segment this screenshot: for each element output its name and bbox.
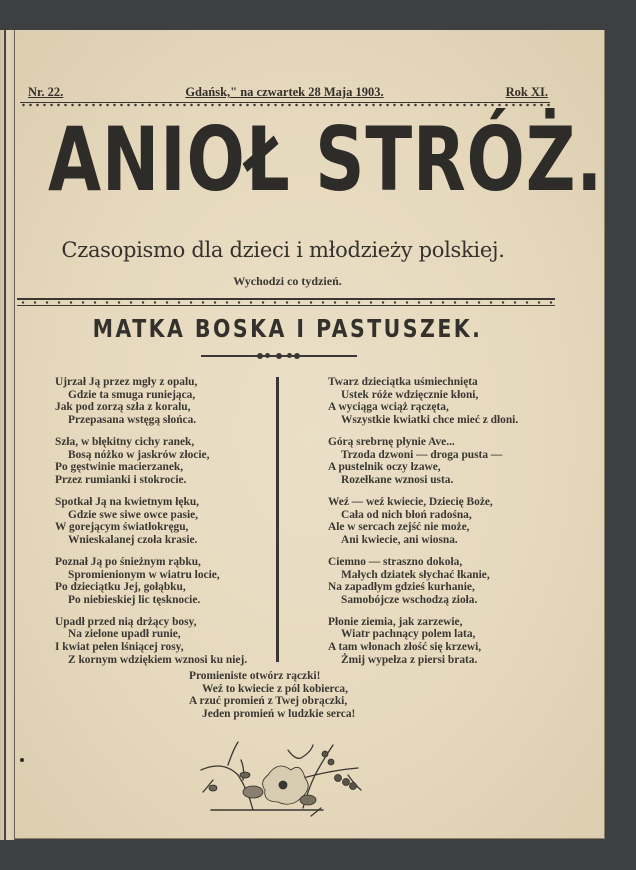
verse: Jeden promień w ludzkie serca!: [202, 707, 356, 720]
issue-number: Nr. 22.: [28, 85, 64, 99]
poem-column-left: [55, 376, 295, 676]
verse: Cała od nich błoń radośna,: [341, 508, 472, 521]
verse: Weź — weź kwiecie, Dziecię Boże,: [328, 495, 493, 508]
verse: Gdzie ta smuga runiejąca,: [68, 388, 196, 401]
stanza: [55, 436, 295, 486]
verse: Twarz dzieciątka uśmiechnięta: [328, 376, 478, 388]
dateline: Gdańsk," na czwartek 28 Maja 1903.: [185, 85, 384, 99]
verse: Przez rumianki i stokrocie.: [55, 473, 187, 486]
ink-speck: [20, 758, 24, 762]
verse: Ujrzał Ją przez mgły z opalu,: [55, 376, 198, 388]
verse: Szła, w błękitny cichy ranek,: [55, 435, 195, 448]
verse: Spromienionym w wiatru locie,: [68, 568, 220, 581]
header-divider: [17, 298, 555, 306]
poem-column-right: [328, 376, 568, 676]
newspaper-title: ANIOŁ STRÓŻ.: [48, 108, 604, 211]
verse: A tam włonach złość się krzewi,: [328, 641, 482, 654]
rule-ornament-icon: [201, 353, 357, 359]
verse: Wnieskalanej czoła krasie.: [68, 533, 198, 546]
verse: Małych dziatek słychać łkanie,: [341, 568, 490, 581]
verse: Po niebieskiej lic tęsknocie.: [68, 593, 201, 606]
stanza: [55, 556, 295, 606]
verse: Ustek róże wdzięcznie kłoni,: [341, 388, 479, 401]
verse: Rozełkane wznosi usta.: [341, 473, 454, 486]
verse: Po gęstwinie macierzanek,: [55, 461, 184, 474]
stanza: [328, 616, 568, 666]
verse: Po dzieciątku Jej, gołąbku,: [55, 581, 186, 594]
volume: Rok XI.: [505, 85, 548, 99]
verse: Na zapadłym gdzieś kurhanie,: [328, 581, 475, 594]
stanza: [328, 556, 568, 606]
masthead-rule: [20, 102, 550, 107]
verse: A rzuć promień z Twej obrączki,: [189, 695, 348, 708]
newspaper-subtitle: Czasopismo dla dzieci i młodzieży polskiej.: [61, 238, 505, 262]
verse: Wszystkie kwiatki chce mieć z dłoni.: [341, 413, 519, 426]
verse: Upadł przed nią drżący bosy,: [55, 615, 197, 628]
verse: Płonie ziemia, jak zarzewie,: [328, 615, 463, 628]
stanza: [55, 376, 295, 426]
column-divider: [276, 377, 279, 662]
verse: Ciemno — straszno dokoła,: [328, 555, 463, 568]
stanza: [328, 436, 568, 486]
stanza: [55, 496, 295, 546]
verse: A wyciąga wciąż rączęta,: [328, 401, 449, 414]
verse: Samobójcze wschodzą zioła.: [341, 593, 478, 606]
verse: Trzoda dzwoni — droga pusta —: [341, 448, 503, 461]
verse: Ani kwiecie, ani wiosna.: [341, 533, 458, 546]
verse: Przepasana wstęgą słońca.: [68, 413, 197, 426]
verse: Weź to kwiecie z pól kobierca,: [202, 682, 348, 695]
adjacent-page-edge: [0, 30, 15, 840]
verse: Poznał Ją po śnieżnym rąbku,: [55, 555, 201, 568]
verse: Bosą nóżko w jaskrów złocie,: [68, 448, 210, 461]
verse: Jak pod zorzą szła z koralu,: [55, 401, 191, 414]
publication-frequency: Wychodzi co tydzień.: [233, 274, 342, 288]
verse: A pustelnik oczy łzawe,: [328, 461, 441, 474]
stanza: [328, 496, 568, 546]
verse: W gorejącym światłokręgu,: [55, 521, 189, 534]
verse: Na zielone upadł runie,: [68, 628, 181, 641]
verse: Gdzie swe siwe owce pasie,: [68, 508, 199, 521]
floral-vignette-icon: [183, 730, 383, 820]
final-stanza: [189, 670, 409, 720]
verse: I kwiat pełen lśniącej rosy,: [55, 641, 184, 654]
masthead-line: [28, 85, 548, 100]
poem-title: MATKA BOSKA I PASTUSZEK.: [92, 314, 483, 343]
stanza: [328, 376, 568, 426]
verse: Spotkał Ją na kwietnym łęku,: [55, 495, 199, 508]
verse: Żmij wypełza z piersi brata.: [341, 653, 478, 666]
verse: Promieniste otwórz rączki!: [189, 670, 321, 682]
verse: Górą srebrnę płynie Ave...: [328, 435, 455, 448]
stanza: [55, 616, 295, 666]
newspaper-page: [15, 30, 605, 839]
verse: Ale w sercach zejść nie może,: [328, 521, 470, 534]
verse: Wiatr pachnący polem lata,: [341, 628, 476, 641]
verse: Z kornym wdziękiem wznosi ku niej.: [68, 653, 248, 666]
